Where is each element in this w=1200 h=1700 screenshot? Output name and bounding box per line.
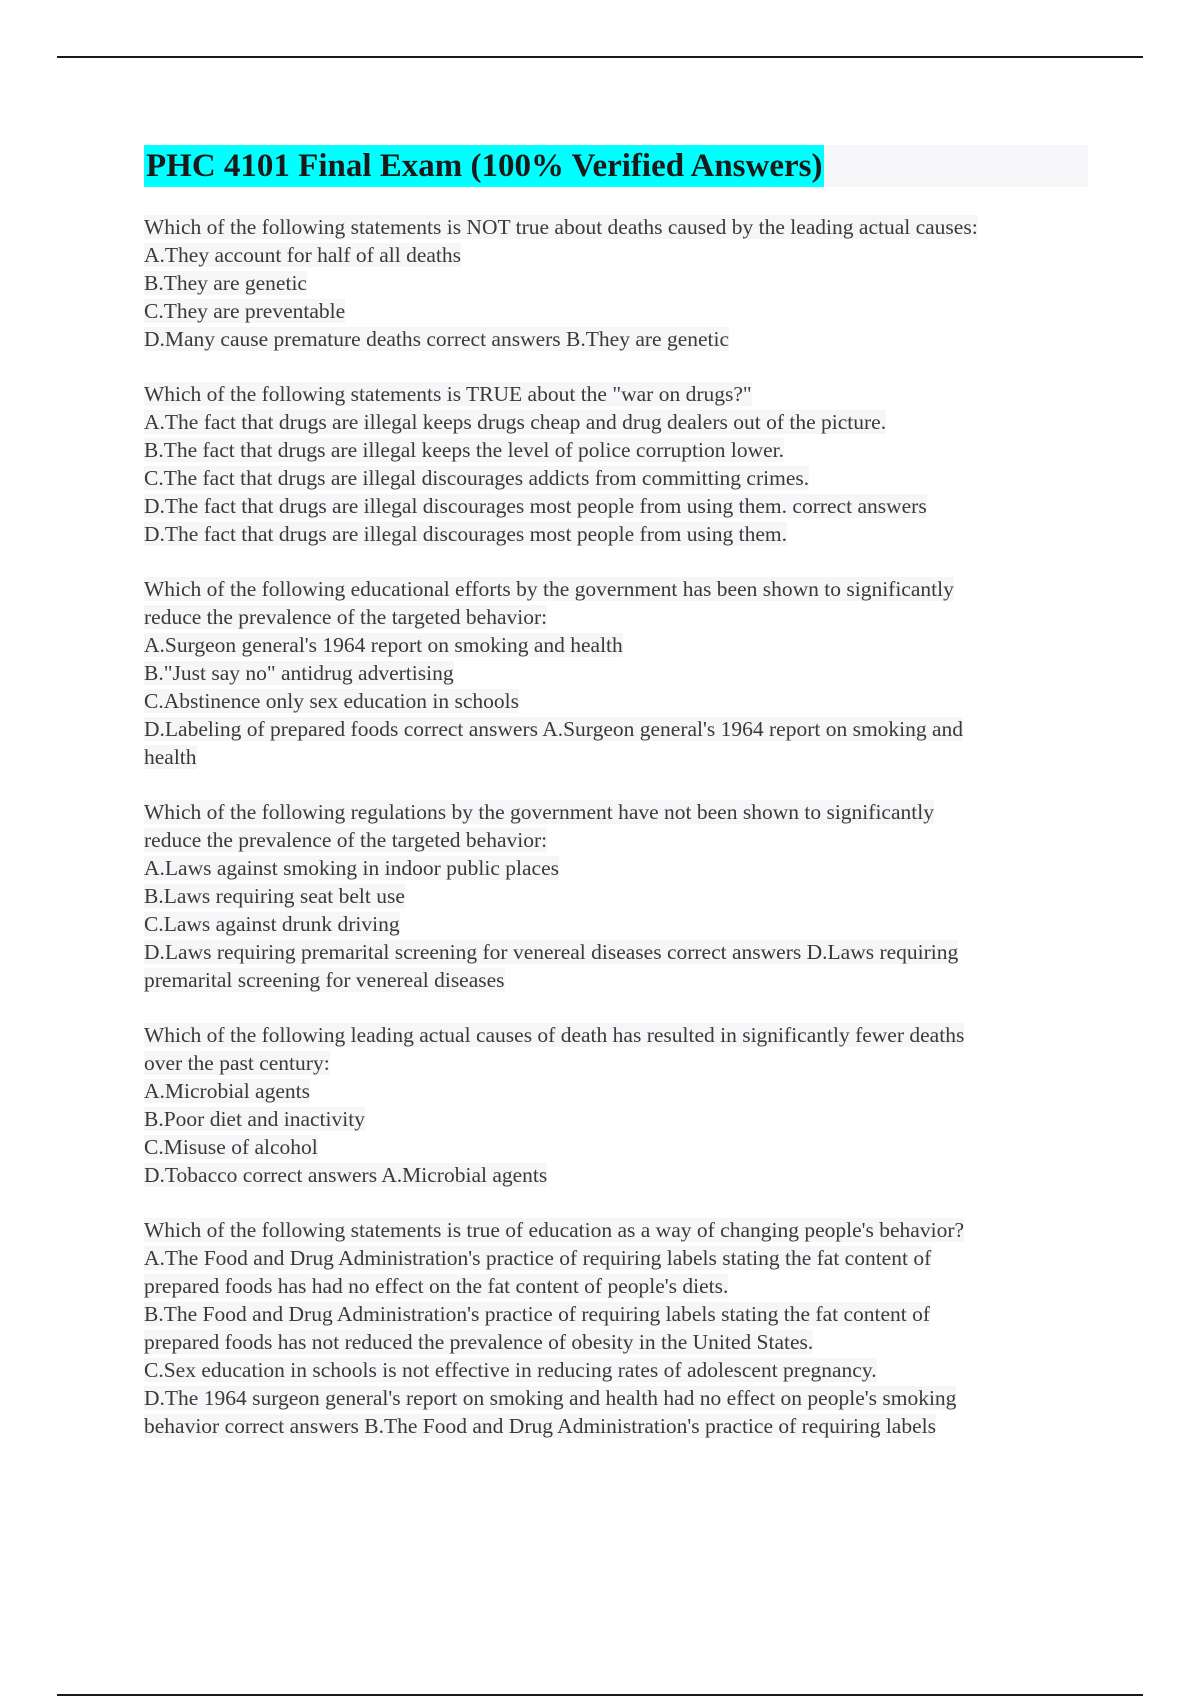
top-rule — [57, 56, 1143, 58]
option-line: A.The Food and Drug Administration's practice of requiring labels stating the fat content of — [144, 1246, 932, 1270]
option-line: B.The Food and Drug Administration's practice of requiring labels stating the fat content of — [144, 1302, 931, 1326]
question-1 — [144, 213, 1088, 353]
question-5 — [144, 1021, 1088, 1189]
answer-line: D.The 1964 surgeon general's report on smoking and health had no effect on people's smoking — [144, 1386, 957, 1410]
question-line: Which of the following regulations by the government have not been shown to significantly — [144, 800, 934, 824]
option-line: C.Sex education in schools is not effective in reducing rates of adolescent pregnancy. — [144, 1358, 877, 1382]
option-line: C.Abstinence only sex education in schools — [144, 689, 519, 713]
option-line: C.They are preventable — [144, 299, 346, 323]
question-6 — [144, 1216, 1088, 1440]
question-4 — [144, 798, 1088, 994]
question-line: over the past century: — [144, 1051, 330, 1075]
document-title: PHC 4101 Final Exam (100% Verified Answers) — [144, 145, 824, 187]
option-line: A.Surgeon general's 1964 report on smoking and health — [144, 633, 623, 657]
answer-line: D.Laws requiring premarital screening for venereal diseases correct answers D.Laws requiring — [144, 940, 959, 964]
answer-line: premarital screening for venereal diseases — [144, 968, 505, 992]
question-2 — [144, 380, 1088, 548]
question-line: Which of the following statements is TRUE about the "war on drugs?" — [144, 382, 752, 406]
answer-line: D.Tobacco correct answers A.Microbial agents — [144, 1163, 548, 1187]
document-body — [144, 145, 1088, 1467]
answer-line: D.The fact that drugs are illegal discourages most people from using them. — [144, 522, 788, 546]
option-line: C.Misuse of alcohol — [144, 1135, 318, 1159]
option-line: B."Just say no" antidrug advertising — [144, 661, 454, 685]
option-line: A.They account for half of all deaths — [144, 243, 461, 267]
option-line: prepared foods has had no effect on the fat content of people's diets. — [144, 1274, 729, 1298]
answer-line: D.Labeling of prepared foods correct answers A.Surgeon general's 1964 report on smoking and — [144, 717, 964, 741]
bottom-rule — [57, 1694, 1143, 1696]
option-line: A.Microbial agents — [144, 1079, 310, 1103]
question-line: Which of the following leading actual causes of death has resulted in significantly fewer deaths — [144, 1023, 965, 1047]
option-line: B.Laws requiring seat belt use — [144, 884, 405, 908]
option-line: C.Laws against drunk driving — [144, 912, 400, 936]
option-line: A.Laws against smoking in indoor public places — [144, 856, 559, 880]
option-line: B.The fact that drugs are illegal keeps the level of police corruption lower. — [144, 438, 784, 462]
option-line: prepared foods has not reduced the prevalence of obesity in the United States. — [144, 1330, 814, 1354]
answer-line: behavior correct answers B.The Food and Drug Administration's practice of requiring labels — [144, 1414, 936, 1438]
question-line: Which of the following statements is true of education as a way of changing people's behavior? — [144, 1218, 965, 1242]
question-line: Which of the following educational efforts by the government has been shown to significantly — [144, 577, 954, 601]
option-line: C.The fact that drugs are illegal discourages addicts from committing crimes. — [144, 466, 810, 490]
option-line: A.The fact that drugs are illegal keeps drugs cheap and drug dealers out of the picture. — [144, 410, 887, 434]
question-line: reduce the prevalence of the targeted behavior: — [144, 605, 548, 629]
question-line: Which of the following statements is NOT true about deaths caused by the leading actual causes: — [144, 215, 978, 239]
question-line: reduce the prevalence of the targeted behavior: — [144, 828, 548, 852]
title-bar — [144, 145, 1088, 187]
answer-line: health — [144, 745, 197, 769]
option-line: B.Poor diet and inactivity — [144, 1107, 365, 1131]
answer-line: D.The fact that drugs are illegal discourages most people from using them. correct answers — [144, 494, 927, 518]
option-line: B.They are genetic — [144, 271, 307, 295]
answer-line: D.Many cause premature deaths correct answers B.They are genetic — [144, 327, 730, 351]
question-3 — [144, 575, 1088, 771]
